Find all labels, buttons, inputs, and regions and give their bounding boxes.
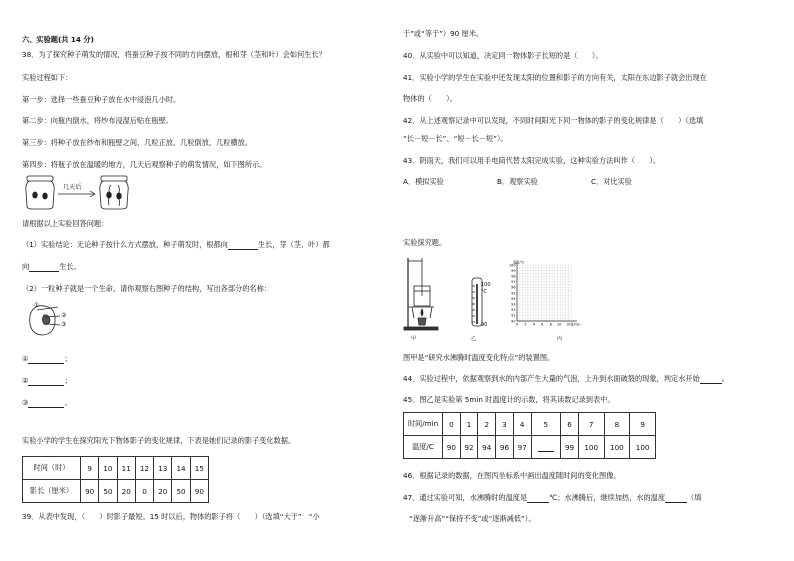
table-cell: 11 [117,457,135,480]
boiling-point-blank[interactable] [527,494,549,503]
q40-text: 40．从实验中可以知道，决定同一物体影子长短的是（ ）。 [403,51,603,60]
y-tick-label: 100 [509,263,516,268]
shadow-intro: 实验小学的学生在探究阳光下物体影子的变化规律，下表是她们记录的影子变化数据。 [22,436,296,445]
blank-row-2: ② ； [22,376,72,385]
table-cell: 99 [561,436,579,459]
seed-label-2: ② [61,312,67,319]
boil-caption: 图甲是“研究水沸腾时温度变化特点”的装置图。 [403,353,555,362]
table-cell: 50 [99,480,117,503]
table-cell: 92 [460,436,478,459]
y-tick-label: 95 [511,291,516,296]
table-cell: 100 [578,436,604,459]
table-cell: 90 [443,436,461,459]
x-tick-label: 10 [556,322,562,327]
table-cell: 9 [81,457,99,480]
table-cell: 96 [496,436,514,459]
blank-row-1: ① ； [22,354,72,363]
seed-part-2-blank[interactable] [28,377,64,386]
seed-structure-figure [24,300,74,340]
process-label: 实验过程如下： [22,73,73,82]
table-cell: 5 [531,413,561,436]
blank-shoot-direction[interactable] [29,263,59,272]
table-row [404,413,656,436]
y-tick-label: 99 [511,268,516,273]
q43-option-c: C．对比实验 [591,177,632,186]
row-header: 时间（时） [23,457,81,480]
q39-line1: 39．从表中发现，（ ）时影子最短。15 时以后，物体的影子将（ ）（选填“大于” “小 [22,512,320,521]
y-tick-label: 90 [511,319,516,324]
table-cell: 1 [460,413,478,436]
answer-prompt: 请根据以上实验回答问题： [22,219,109,228]
thermo-tick-unit: °C [481,289,487,295]
step-1: 第一步：选择一些蚕豆种子放在水中浸泡几小时。 [22,95,181,104]
table-cell: 90 [81,480,99,503]
table-cell: 2 [478,413,496,436]
jar-after [100,176,128,209]
table-cell: 14 [172,457,190,480]
fig-label-yi: 乙 [471,336,477,342]
jar-before [26,176,54,209]
x-tick-label: 6 [541,322,544,327]
y-tick-label: 98 [511,274,516,279]
table-cell: 6 [561,413,579,436]
embryo [43,315,51,325]
fig-label-jia: 甲 [411,336,417,342]
temp-answer-cell[interactable] [531,436,561,459]
table-cell: 13 [154,457,172,480]
x-axis-label: 时间/min [567,322,581,327]
q41-line2: 物体的（ ）。 [403,94,457,103]
shadow-table [22,456,209,503]
row-header: 温度/C [404,436,443,459]
arrow-label: 几天后 [63,184,82,191]
table-row [23,480,209,503]
table-cell: 20 [117,480,135,503]
boil-title: 实验探究题。 [403,238,447,247]
blank-root-direction[interactable] [228,241,258,250]
fig-label-bing: 丙 [557,336,563,342]
table-cell: 12 [135,457,153,480]
table-cell: 0 [135,480,153,503]
step-2: 第二步：向瓶内倒水，将纱布浸湿后贴在瓶壁。 [22,116,173,125]
p1-line2: 向 生长。 [22,262,81,271]
table-cell: 97 [513,436,531,459]
step-3: 第三步：将种子放在纱布和瓶壁之间，几粒正放、几粒倒放、几粒横放。 [22,138,253,147]
y-tick-label: 92 [511,308,516,313]
thermo-tick-100: 100 [481,282,491,288]
thermo-tick-90: 90 [481,322,488,328]
y-tick-label: 94 [511,296,516,301]
table-cell: 8 [604,413,630,436]
q42-line1: 42．从上述观察记录中可以发现，不同时间阳光下同一物体的影子的变化规律是（ ）（选填 [403,116,704,125]
q46-text: 46．根据记录的数据，在图丙坐标系中画出温度随时间的变化图像。 [403,471,621,480]
table-cell: 15 [190,457,208,480]
y-axis-label: 温度/°C [513,260,525,265]
q47-line1: 47．通过实验可知，水沸腾时的温度是 ℃；水沸腾后，继续加热，水的温度 （填 [403,493,702,502]
q45-text: 45．图乙是实验第 5min 时温度计的示数，将其读数记录到表中。 [403,395,615,404]
q39-line2: 于”或“等于”）90 厘米。 [403,29,484,38]
burner [418,318,426,325]
row-header: 时间/min [404,413,443,436]
table-cell: 90 [190,480,208,503]
base [404,327,438,330]
p1-line1: （1）实验结论：无论种子按什么方式摆放，种子萌发时，根都向 生长，芽（茎、叶）都 [22,240,330,249]
table-cell: 100 [630,436,656,459]
table-row [23,457,209,480]
q44-blank[interactable] [700,375,722,384]
table-cell: 7 [578,413,604,436]
q42-line2: “长－短－长”、“短－长－短”）。 [403,134,508,143]
table-cell: 10 [99,457,117,480]
table-cell: 0 [443,413,461,436]
row-header: 影长（厘米） [23,480,81,503]
table-cell: 94 [478,436,496,459]
table-cell: 50 [172,480,190,503]
blank-row-3: ③ 。 [22,398,72,407]
q43-option-b: B．观察实验 [497,177,538,186]
boiling-apparatus-figure [404,258,440,332]
table-cell: 4 [513,413,531,436]
table-cell: 20 [154,480,172,503]
step-4: 第四步：将瓶子放在温暖的地方，几天后观察种子的萌发情况，如下图所示。 [22,160,267,169]
x-tick-label: 2 [524,322,527,327]
q43-option-a: A．模拟实验 [403,177,444,186]
table-cell: 9 [630,413,656,436]
q44-text: 44．实验过程中，依据观察到水的内部产生大量的气泡，上升到水面破裂的现象，判定水开始 。 [403,374,729,383]
table-cell: 3 [496,413,514,436]
section-title: 六、实验题(共 14 分) [22,35,94,44]
x-tick-label: 0 [515,322,519,327]
seed-label-3: ③ [61,321,67,328]
table-cell: 100 [604,436,630,459]
y-tick-label: 93 [511,302,516,307]
y-tick-label: 97 [511,280,516,285]
temperature-table [403,412,656,459]
seed-part-3-blank[interactable] [28,399,64,408]
p2-text: （2）一粒种子就是一个生命，请你观察右图种子的结构，写出各部分的名称： [22,284,271,293]
temp-change-blank[interactable] [665,494,687,503]
table-row [404,436,656,459]
seed-part-1-blank[interactable] [28,355,64,364]
x-tick-label: 8 [549,322,552,327]
q47-line2: “逐渐升高”“保持不变”或“逐渐减低”）。 [409,514,536,523]
y-tick-label: 96 [511,285,516,290]
q38-text: 38．为了探究种子萌发的情况，将蚕豆种子按不同的方向摆放，根和芽（茎和叶）会如何生长？ [22,50,326,59]
temperature-grid-graph [505,259,595,331]
seed-label-1: ① [34,302,40,309]
q41-line1: 41．实验小学的学生在实验中还发现太阳的位置和影子的方向有关，太阳在东边影子就会出现在 [403,73,707,82]
q43-text: 43．阴雨天，我们可以用手电筒代替太阳完成实验，这种实验方法叫作（ ）。 [403,156,661,165]
x-tick-label: 4 [532,322,535,327]
y-tick-label: 91 [511,313,516,318]
